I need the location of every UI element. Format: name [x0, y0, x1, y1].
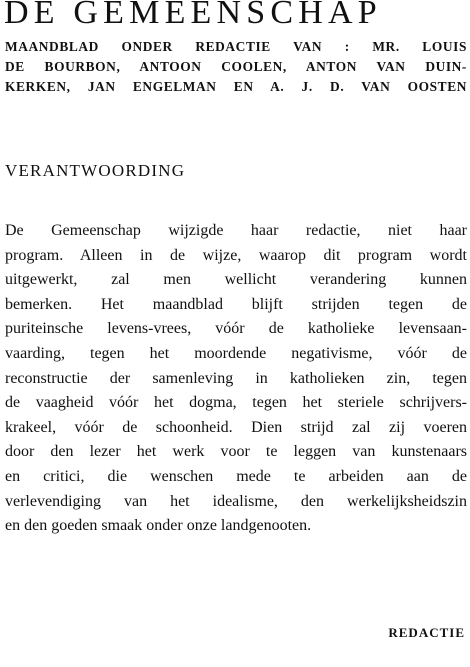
editors-line: MAANDBLAD ONDER REDACTIE VAN : MR. LOUIS: [5, 39, 467, 54]
signature: REDACTIE: [388, 625, 465, 640]
masthead-title: DE GEMEENSCHAP: [4, 0, 382, 31]
editors-line: KERKEN, JAN ENGELMAN EN A. J. D. VAN OOSTEN: [5, 79, 467, 94]
body-line: bemerken. Het maandblad blijft strijden tegen de: [5, 295, 467, 313]
editors-line: DE BOURBON, ANTOON COOLEN, ANTON VAN DUIN-: [5, 59, 467, 74]
body-line: uitgewerkt, zal men wellicht verandering kunnen: [5, 271, 467, 289]
body-line: vaarding, tegen het moordende negativisme, vóór de: [5, 344, 467, 362]
article-heading: VERANTWOORDING: [5, 161, 186, 180]
body-line: en critici, die wenschen mede te arbeiden aan de: [5, 467, 467, 485]
body-line: program. Alleen in de wijze, waarop dit program wordt: [5, 246, 467, 264]
body-line: door den lezer het werk voor te leggen van kunstenaars: [5, 443, 467, 461]
article-body: [5, 219, 467, 539]
body-line: krakeel, vóór de schoonheid. Dien strijd zal zij voeren: [5, 418, 467, 436]
body-line: de vaagheid vóór het dogma, tegen het steriele schrijvers-: [5, 394, 467, 412]
body-line-last: en den goeden smaak onder onze landgenooten.: [5, 517, 312, 535]
body-line: reconstructie der samenleving in katholieken zin, tegen: [5, 369, 467, 387]
editors-block: [5, 37, 467, 97]
body-line: De Gemeenschap wijzigde haar redactie, niet haar: [5, 222, 467, 239]
body-line: verlevendiging van het idealisme, den werkelijksheidszin: [5, 492, 467, 510]
body-line: puriteinsche levens-vrees, vóór de katholieke levensaan-: [5, 320, 467, 338]
